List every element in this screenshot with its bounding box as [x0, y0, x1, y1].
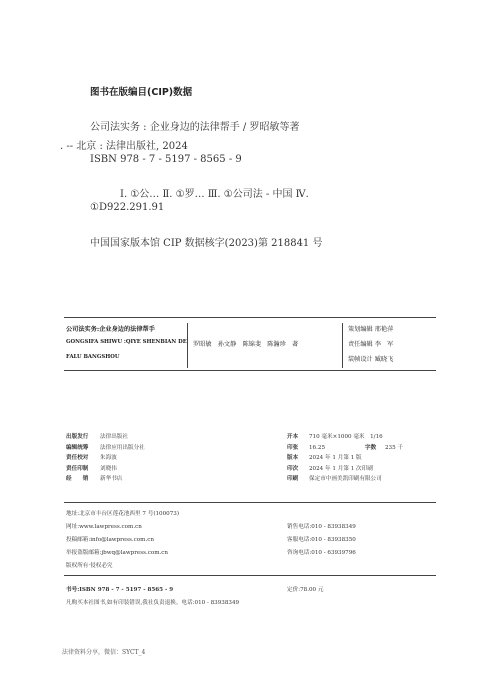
row-label-2: 字数: [365, 444, 377, 451]
return-notice: 凡购买本社图书,如有印装错误,我社负责退换。电话:010 - 83938349: [66, 600, 240, 606]
row-label: 责任印制: [66, 465, 89, 472]
publishing-row: [287, 474, 403, 485]
cover-designer: 装帧设计 臧晓飞: [348, 356, 394, 363]
cip-heading: 图书在版编目(CIP)数据: [90, 87, 193, 98]
row-value: 刘晓伟: [100, 465, 117, 472]
publishing-right: [287, 432, 403, 485]
row-value-2: 235 千: [385, 444, 404, 451]
row-label: 版本: [287, 455, 299, 461]
row-label: 编辑统筹: [66, 444, 89, 451]
row-value: 法律应用出版分社: [100, 444, 145, 451]
publishing-row: [66, 464, 145, 475]
cip-title-line: 公司法实务 : 企业身边的法律帮手 / 罗昭敏等著: [90, 122, 300, 133]
publishing-row: [66, 432, 145, 443]
publishing-left: [66, 432, 145, 485]
row-label: 开本: [287, 434, 299, 440]
book-title-cn: 公司法实务:企业身边的法律帮手: [66, 326, 155, 333]
rights-notice: 版权所有·侵权必究: [66, 563, 113, 569]
row-label: 出版发行: [66, 434, 89, 440]
publishing-row: [287, 453, 403, 464]
publishing-row: [287, 443, 403, 454]
divider-v2: [342, 323, 343, 368]
price: 定价:78.00 元: [287, 587, 324, 593]
row-value: 16.25: [309, 444, 326, 451]
row-value: 法律出版社: [100, 434, 128, 440]
service-phone: 客服电话:010 - 83938350: [287, 537, 356, 543]
website: 网址:www.lawpress.com.cn: [66, 524, 142, 530]
row-label: 印次: [287, 465, 299, 472]
row-value: 2024 年 1 月第 1 版: [309, 455, 362, 461]
publishing-row: [287, 464, 403, 475]
divider-top: [64, 317, 436, 318]
row-label: 责任校对: [66, 455, 89, 461]
cip-classification-line: Ⅰ. ①公… Ⅱ. ①罗… Ⅲ. ①公司法 - 中国 Ⅳ.: [120, 189, 309, 200]
row-value: 新华书店: [100, 476, 123, 482]
row-value: 朱海波: [100, 455, 117, 461]
row-value: 保定市中画美凯印刷有限公司: [309, 476, 382, 482]
planning-editor: 策划编辑 邢艳萍: [348, 326, 394, 333]
address: 地址:北京市丰台区莲花池西里 7 号(100073): [66, 511, 180, 517]
consult-phone: 咨询电话:010 - 63939796: [287, 550, 356, 556]
authors: 罗昭敏 孙文静 陈锦斐 陈瀚珍 著: [193, 341, 299, 348]
divider-v1: [187, 323, 188, 368]
row-label: 印刷: [287, 476, 299, 482]
cip-record-number: 中国国家版本馆 CIP 数据核字(2023)第 218841 号: [90, 238, 323, 249]
row-label: 经 销: [66, 476, 89, 482]
responsible-editor: 责任编辑 李 军: [348, 341, 394, 348]
sales-phone: 销售电话:010 - 83938349: [287, 524, 356, 530]
divider-mid: [64, 502, 436, 503]
divider-credits-bottom: [64, 370, 436, 371]
cip-classification-code: ①D922.291.91: [90, 202, 165, 213]
row-value: 710 毫米×1000 毫米 1/16: [309, 434, 383, 440]
divider-footer: [64, 575, 436, 576]
book-title-pinyin-2: FALU BANGSHOU: [66, 354, 120, 360]
submission-email: 投稿邮箱:info@lawpress.com.cn: [66, 537, 154, 543]
publishing-row: [66, 443, 145, 454]
isbn-footer: 书号:ISBN 978 - 7 - 5197 - 8565 - 9: [66, 587, 174, 593]
report-email: 举报盗版邮箱:jbwq@lawpress.com.cn: [66, 550, 169, 556]
cip-isbn-line: ISBN 978 - 7 - 5197 - 8565 - 9: [90, 154, 242, 165]
publishing-row: [66, 453, 145, 464]
row-value: 2024 年 1 月第 1 次印刷: [309, 465, 373, 472]
watermark-text: 法律资料分享，微信：SYCT_4: [62, 649, 146, 656]
book-title-pinyin-1: GONGSIFA SHIWU :QIYE SHENBIAN DE: [66, 339, 187, 345]
cip-publisher-line: . -- 北京 : 法律出版社, 2024: [60, 141, 188, 152]
row-label: 印张: [287, 444, 299, 451]
publishing-row: [287, 432, 403, 443]
publishing-row: [66, 474, 145, 485]
